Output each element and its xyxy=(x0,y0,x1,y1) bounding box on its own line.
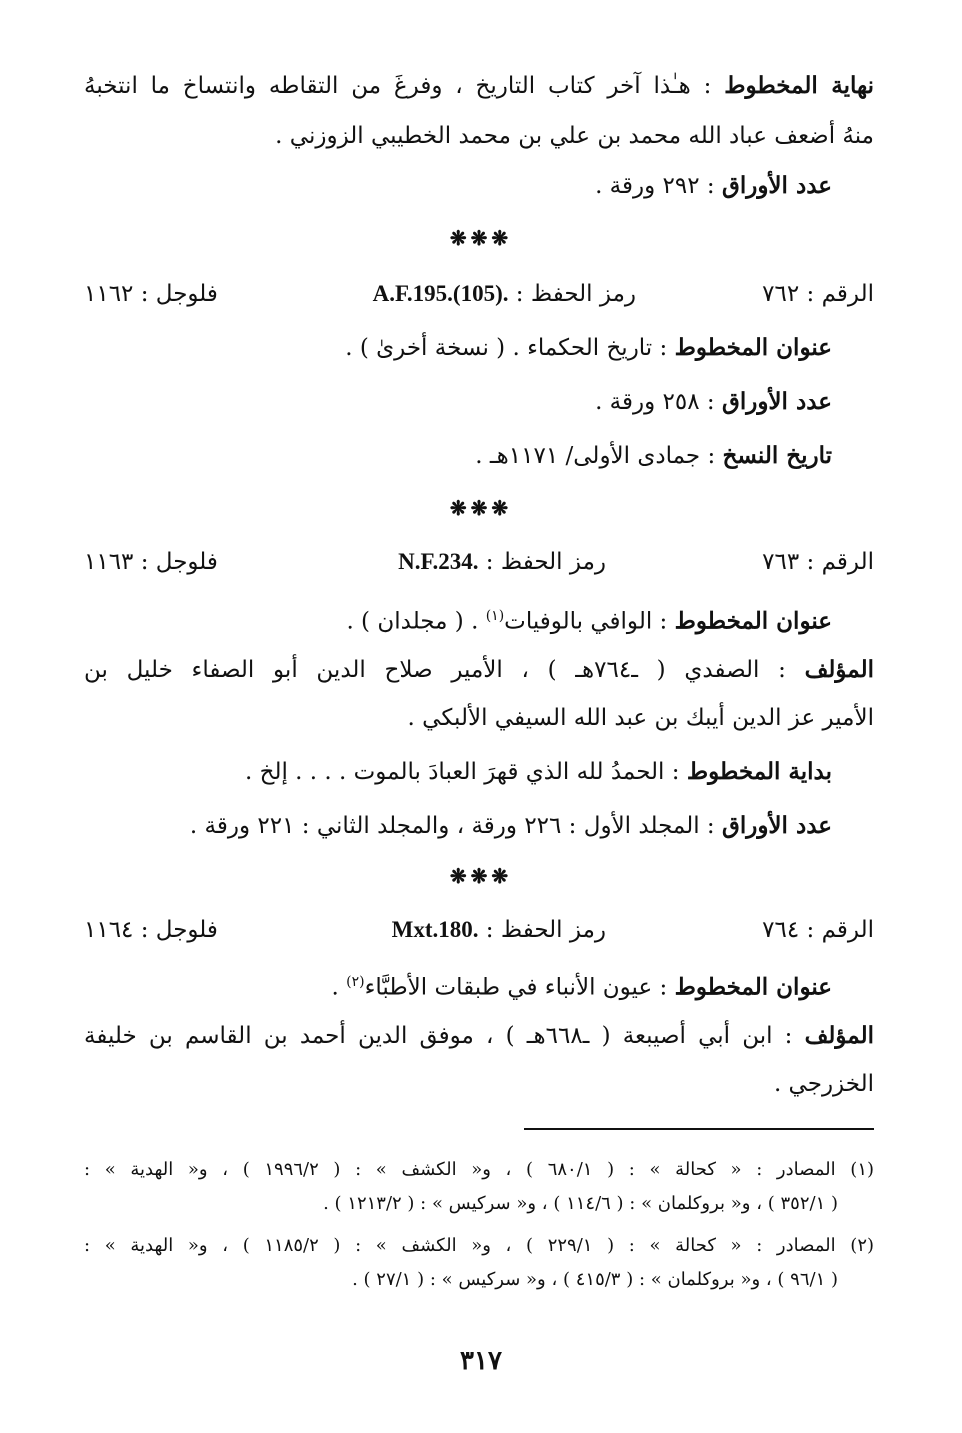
leaves-label: عدد الأوراق xyxy=(721,812,832,839)
page-number: ٣١٧ xyxy=(460,1346,502,1376)
entry-author-line-2: الخزرجي . xyxy=(773,1071,874,1097)
leaves-label: عدد الأوراق xyxy=(721,172,832,199)
footnote-1-line-2: ( ٣٥٢/١ ) ، و« بروكلمان » : ( ١١٤/٦ ) ، و« سركيس » : ( ١٢١٣/٢ ) . xyxy=(323,1193,838,1214)
entry-author-line-2: الأمير عز الدين أيبك بن عبد الله السيفي الألبكي . xyxy=(407,705,874,731)
entry-title-line xyxy=(346,598,832,640)
footnote-rule xyxy=(524,1128,874,1130)
copy-date-text: : جمادى الأولى/ ١١٧١هـ . xyxy=(475,443,716,469)
shelf-code: .A.F.195.(105) xyxy=(372,281,509,306)
begin-text: : الحمدُ لله الذي قهرَ العبادَ بالموت . . . . إلخ . xyxy=(244,759,680,785)
footnote-number: (٢) xyxy=(850,1235,875,1256)
title-text: : عيون الأنباء في طبقات الأطبَّاء xyxy=(364,974,668,1001)
entry-header xyxy=(84,276,874,312)
begin-label: بداية المخطوط xyxy=(686,758,832,785)
title-label: عنوان المخطوط xyxy=(674,973,832,1001)
author-label: المؤلف xyxy=(804,1022,874,1049)
title-tail: . ( مجلدان ) . xyxy=(346,608,486,635)
entry-title-line xyxy=(345,330,832,366)
footnote-ref: (٢) xyxy=(346,974,365,990)
shelf-mark xyxy=(373,276,636,312)
footnote-2-line-2: ( ٩٦/١ ) ، و« بروكلمان » : ( ٤١٥/٣ ) ، و« سركيس » : ( ٢٧/١ ) . xyxy=(352,1269,838,1290)
end-text: : هـٰذا آخر كتاب التاريخ ، وفرغَ من التقاطه وانتساخ ما انتخبهُ xyxy=(84,73,712,99)
separator: ❋❋❋ xyxy=(449,226,513,250)
intro-end-line xyxy=(84,68,874,104)
leaves-text: : ٢٩٢ ورقة . xyxy=(595,173,715,199)
title-tail: . xyxy=(331,974,347,1001)
author-label: المؤلف xyxy=(804,656,875,683)
author-text: : ابن أبي أصيبعة ( ـ٦٦٨هـ ) ، موفق الدين أحمد بن القاسم بن خليفة xyxy=(84,1023,793,1049)
entry-begin-line xyxy=(245,754,832,790)
footnote-ref: (١) xyxy=(485,608,505,624)
entry-author-line xyxy=(84,652,874,688)
shelf-label: رمز الحفظ : xyxy=(485,917,606,943)
entry-copy-date-line xyxy=(475,438,832,474)
shelf-mark xyxy=(392,912,606,948)
shelf-label: رمز الحفظ : xyxy=(515,281,636,307)
separator: ❋❋❋ xyxy=(449,496,513,520)
separator: ❋❋❋ xyxy=(449,864,513,888)
shelf-mark xyxy=(398,544,606,580)
author-text: : الصفدي ( ـ٧٦٤هـ ) ، الأمير صلاح الدين أبو الصفاء خليل بن xyxy=(84,657,786,683)
entry-number: الرقم : ٧٦٣ xyxy=(762,549,874,575)
title-text: : الوافي بالوفيات xyxy=(504,608,668,635)
fluegel-number: فلوجل : ١١٦٣ xyxy=(84,549,218,575)
entry-number: الرقم : ٧٦٢ xyxy=(762,281,874,307)
footnote-1 xyxy=(84,1156,874,1184)
entry-number: الرقم : ٧٦٤ xyxy=(762,917,874,943)
leaves-text: : ٢٥٨ ورقة . xyxy=(595,389,715,415)
copy-date-label: تاريخ النسخ xyxy=(722,442,832,469)
end-label: نهاية المخطوط xyxy=(724,72,875,99)
fluegel-number: فلوجل : ١١٦٢ xyxy=(84,281,218,307)
title-text: : تاريخ الحكماء . ( نسخة أخرىٰ ) . xyxy=(345,335,668,361)
fluegel-number: فلوجل : ١١٦٤ xyxy=(84,917,218,943)
entry-leaves-line xyxy=(595,384,832,420)
title-label: عنوان المخطوط xyxy=(674,334,832,361)
footnote-text: المصادر : « كحالة » : ( ٢٢٩/١ ) ، و« الكشف » : ( ١١٨٥/٢ ) ، و« الهدية » : xyxy=(84,1235,836,1256)
entry-header xyxy=(84,544,874,580)
entry-author-line xyxy=(84,1018,874,1054)
entry-leaves-line xyxy=(190,808,832,844)
footnote-number: (١) xyxy=(850,1159,875,1180)
shelf-code: .Mxt.180 xyxy=(391,917,479,942)
intro-end-line-2: منهُ أضعف عباد الله محمد بن علي بن محمد الخطيبي الزوزني . xyxy=(275,123,874,149)
shelf-label: رمز الحفظ : xyxy=(485,549,606,575)
footnote-text: المصادر : « كحالة » : ( ٦٨٠/١ ) ، و« الكشف » : ( ١٩٩٦/٢ ) ، و« الهدية » : xyxy=(84,1159,836,1180)
footnote-2 xyxy=(84,1232,874,1260)
entry-header xyxy=(84,912,874,948)
title-label: عنوان المخطوط xyxy=(674,607,832,635)
leaves-label: عدد الأوراق xyxy=(721,388,832,415)
leaves-text: : المجلد الأول : ٢٢٦ ورقة ، والمجلد الثاني : ٢٢١ ورقة . xyxy=(189,813,715,839)
intro-leaves-line xyxy=(595,168,832,204)
entry-title-line xyxy=(331,964,832,1006)
shelf-code: .N.F.234 xyxy=(398,549,479,574)
